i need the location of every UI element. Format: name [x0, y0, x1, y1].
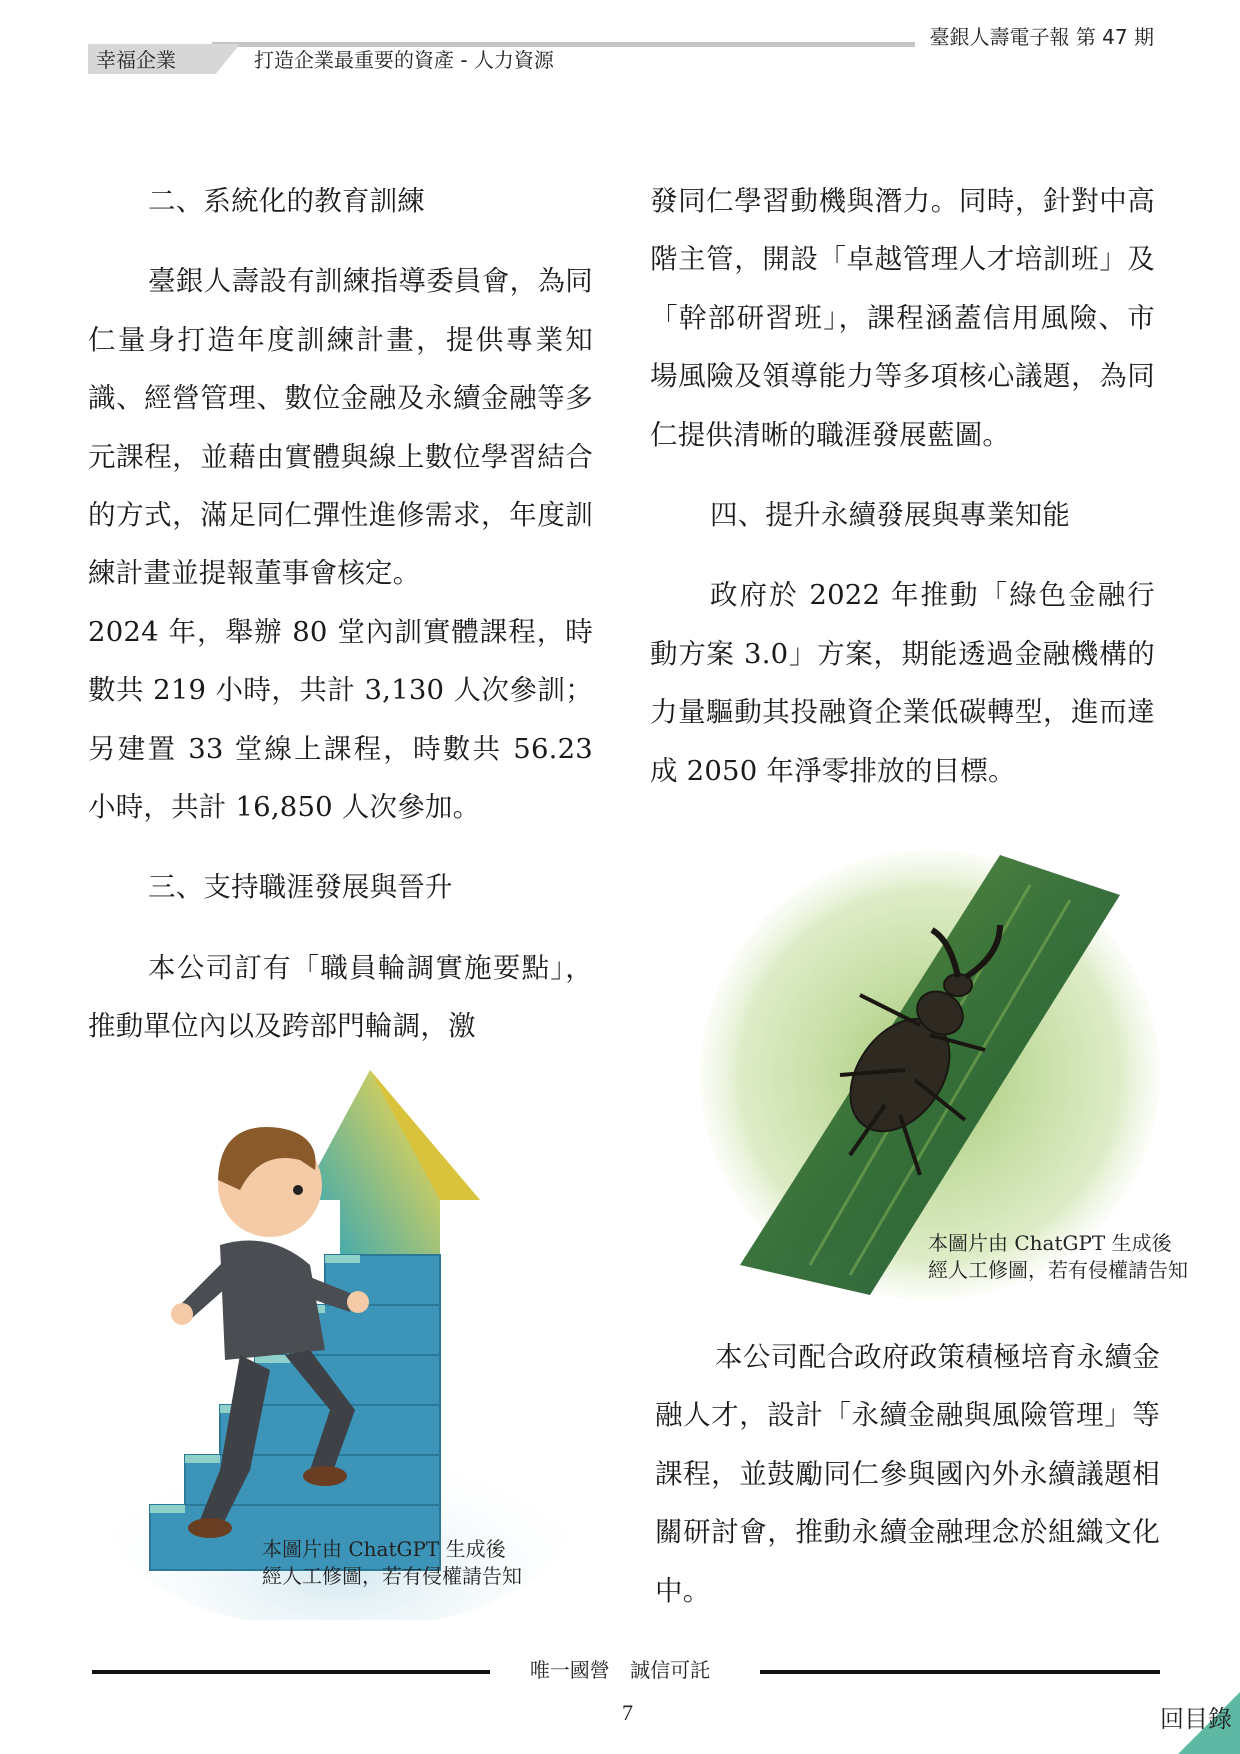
back-to-contents-link[interactable]: 回目錄	[1160, 1705, 1232, 1733]
left-column	[88, 172, 593, 1078]
caption-line: 本圖片由 ChatGPT 生成後	[262, 1537, 506, 1561]
footer-motto: 唯一國營 誠信可託	[529, 1658, 711, 1682]
paragraph-rotation: 本公司訂有「職員輪調實施要點」，推動單位內以及跨部門輪調，激	[88, 951, 593, 1043]
paragraph-sustainable-talent: 本公司配合政府政策積極培育永續金融人才，設計「永續金融與風險管理」等課程，並鼓勵同仁參與國內外永續議題相關研討會，推動永續金融理念於組織文化中。	[655, 1341, 1160, 1607]
caption-line: 本圖片由 ChatGPT 生成後	[928, 1231, 1172, 1255]
section-heading-training: 二、系統化的教育訓練	[148, 185, 425, 217]
caption-line: 經人工修圖，若有侵權請告知	[262, 1564, 522, 1588]
beetle-image-caption	[928, 1230, 1188, 1284]
issue-label: 臺銀人壽電子報 第 47 期	[929, 25, 1154, 49]
right-column-lower	[655, 1328, 1160, 1642]
paragraph-rotation-continued: 發同仁學習動機與潛力。同時，針對中高階主管，開設「卓越管理人才培訓班」及「幹部研習班」，課程涵蓋信用風險、市場風險及領導能力等多項核心議題，為同仁提供清晰的職涯發展藍圖。	[650, 185, 1155, 451]
paragraph-green-finance: 政府於 2022 年推動「綠色金融行動方案 3.0」方案，期能透過金融機構的力量驅動其投融資企業低碳轉型，進而達成 2050 年淨零排放的目標。	[650, 579, 1155, 787]
right-column	[650, 172, 1155, 822]
page-number: 7	[622, 1700, 633, 1725]
stairs-image-caption	[262, 1536, 522, 1590]
paragraph-training-committee: 臺銀人壽設有訓練指導委員會，為同仁量身打造年度訓練計畫，提供專業知識、經營管理、數位金融及永續金融等多元課程，並藉由實體與線上數位學習結合的方式，滿足同仁彈性進修需求，年度訓練計畫並提報董事會核定。	[88, 265, 593, 590]
section-heading-sustainability: 四、提升永續發展與專業知能	[710, 499, 1071, 532]
paragraph-training-stats: 2024 年，舉辦 80 堂內訓實體課程，時數共 219 小時，共計 3,130 人次參訓；另建置 33 堂線上課程，時數共 56.23 小時，共計 16,850 人次參加。	[88, 615, 593, 824]
caption-line: 經人工修圖，若有侵權請告知	[928, 1258, 1188, 1282]
section-heading-career: 三、支持職涯發展與晉升	[148, 871, 453, 904]
article-title: 打造企業最重要的資產 - 人力資源	[254, 48, 554, 72]
stairs-arrow-illustration	[110, 1050, 570, 1620]
section-tag: 幸福企業	[96, 48, 176, 72]
